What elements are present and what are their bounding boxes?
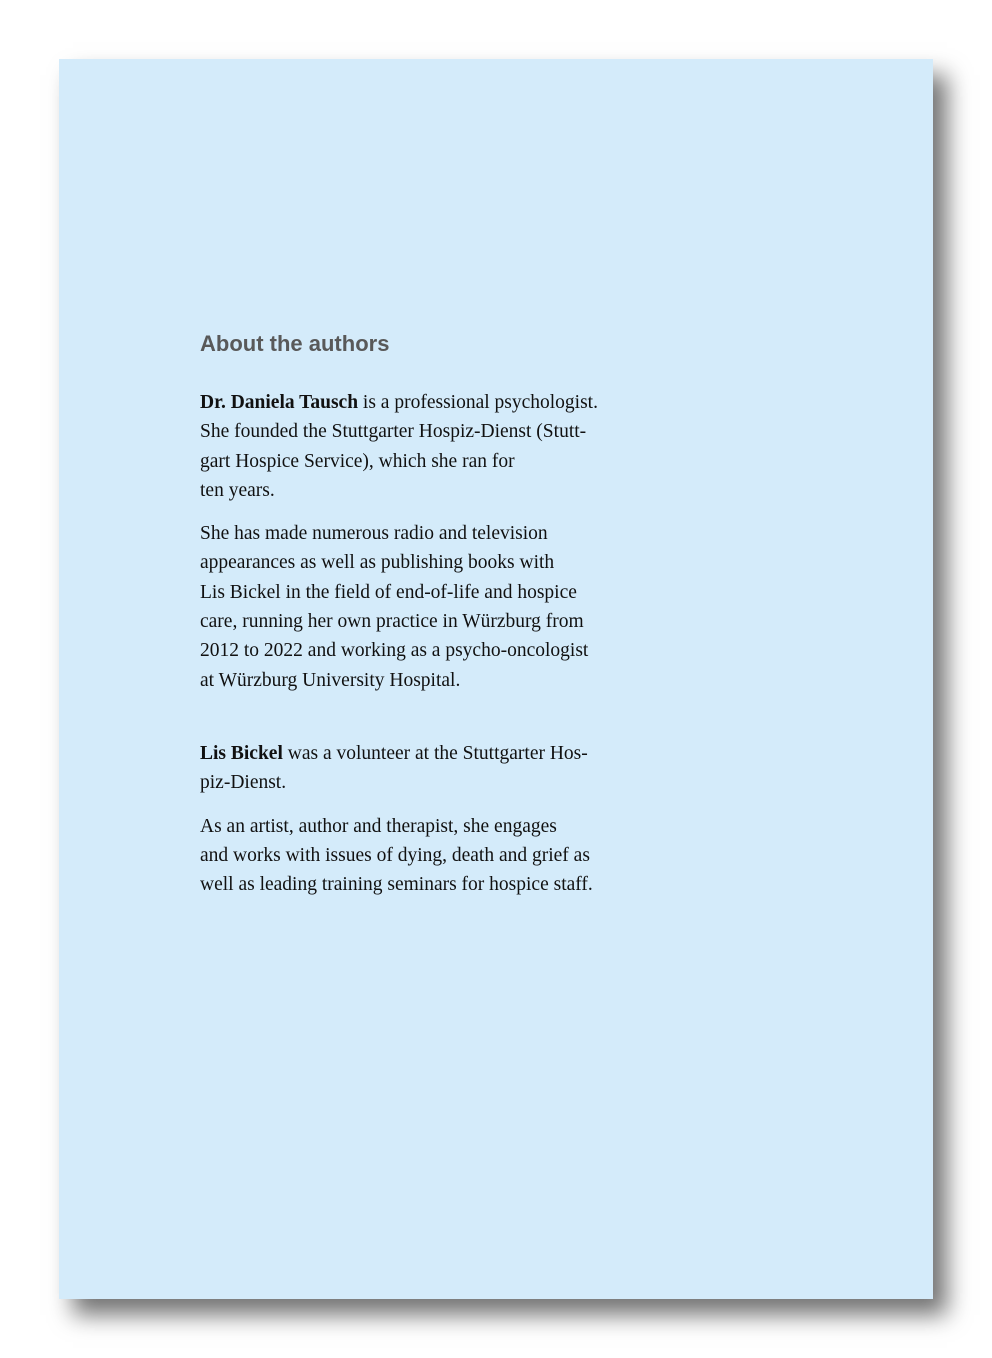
- text-line: care, running her own practice in Würzburg from: [200, 611, 584, 633]
- author2-name: Lis Bickel: [200, 742, 283, 764]
- text-line: and works with issues of dying, death and grief as: [200, 844, 590, 866]
- author1-career-paragraph: [200, 519, 630, 695]
- text-line: Lis Bickel in the field of end-of-life and hospice: [200, 581, 577, 603]
- book-page: [59, 59, 933, 1299]
- author1-bio-paragraph: [200, 388, 630, 505]
- page-heading: About the authors: [200, 331, 390, 356]
- text-line: gart Hospice Service), which she ran for: [200, 450, 515, 472]
- text-line: appearances as well as publishing books with: [200, 552, 555, 574]
- text-line: at Würzburg University Hospital.: [200, 669, 461, 691]
- text-line: She founded the Stuttgarter Hospiz-Dienst (Stutt-: [200, 421, 587, 443]
- text-line: piz-Dienst.: [200, 772, 287, 794]
- author2-bio-paragraph: [200, 739, 630, 798]
- text-line: ten years.: [200, 479, 275, 501]
- author2-career-paragraph: [200, 812, 630, 900]
- text-line: is a professional psychologist.: [358, 392, 598, 413]
- text-line: As an artist, author and therapist, she engages: [200, 815, 557, 837]
- text-line: She has made numerous radio and television: [200, 523, 548, 545]
- text-line: was a volunteer at the Stuttgarter Hos-: [282, 742, 588, 764]
- text-line: 2012 to 2022 and working as a psycho-oncologist: [200, 640, 589, 662]
- page-content: [200, 330, 630, 899]
- author1-name: Dr. Daniela Tausch: [200, 392, 359, 413]
- section-spacer: [200, 695, 630, 739]
- text-line: well as leading training seminars for hospice staff.: [200, 874, 593, 896]
